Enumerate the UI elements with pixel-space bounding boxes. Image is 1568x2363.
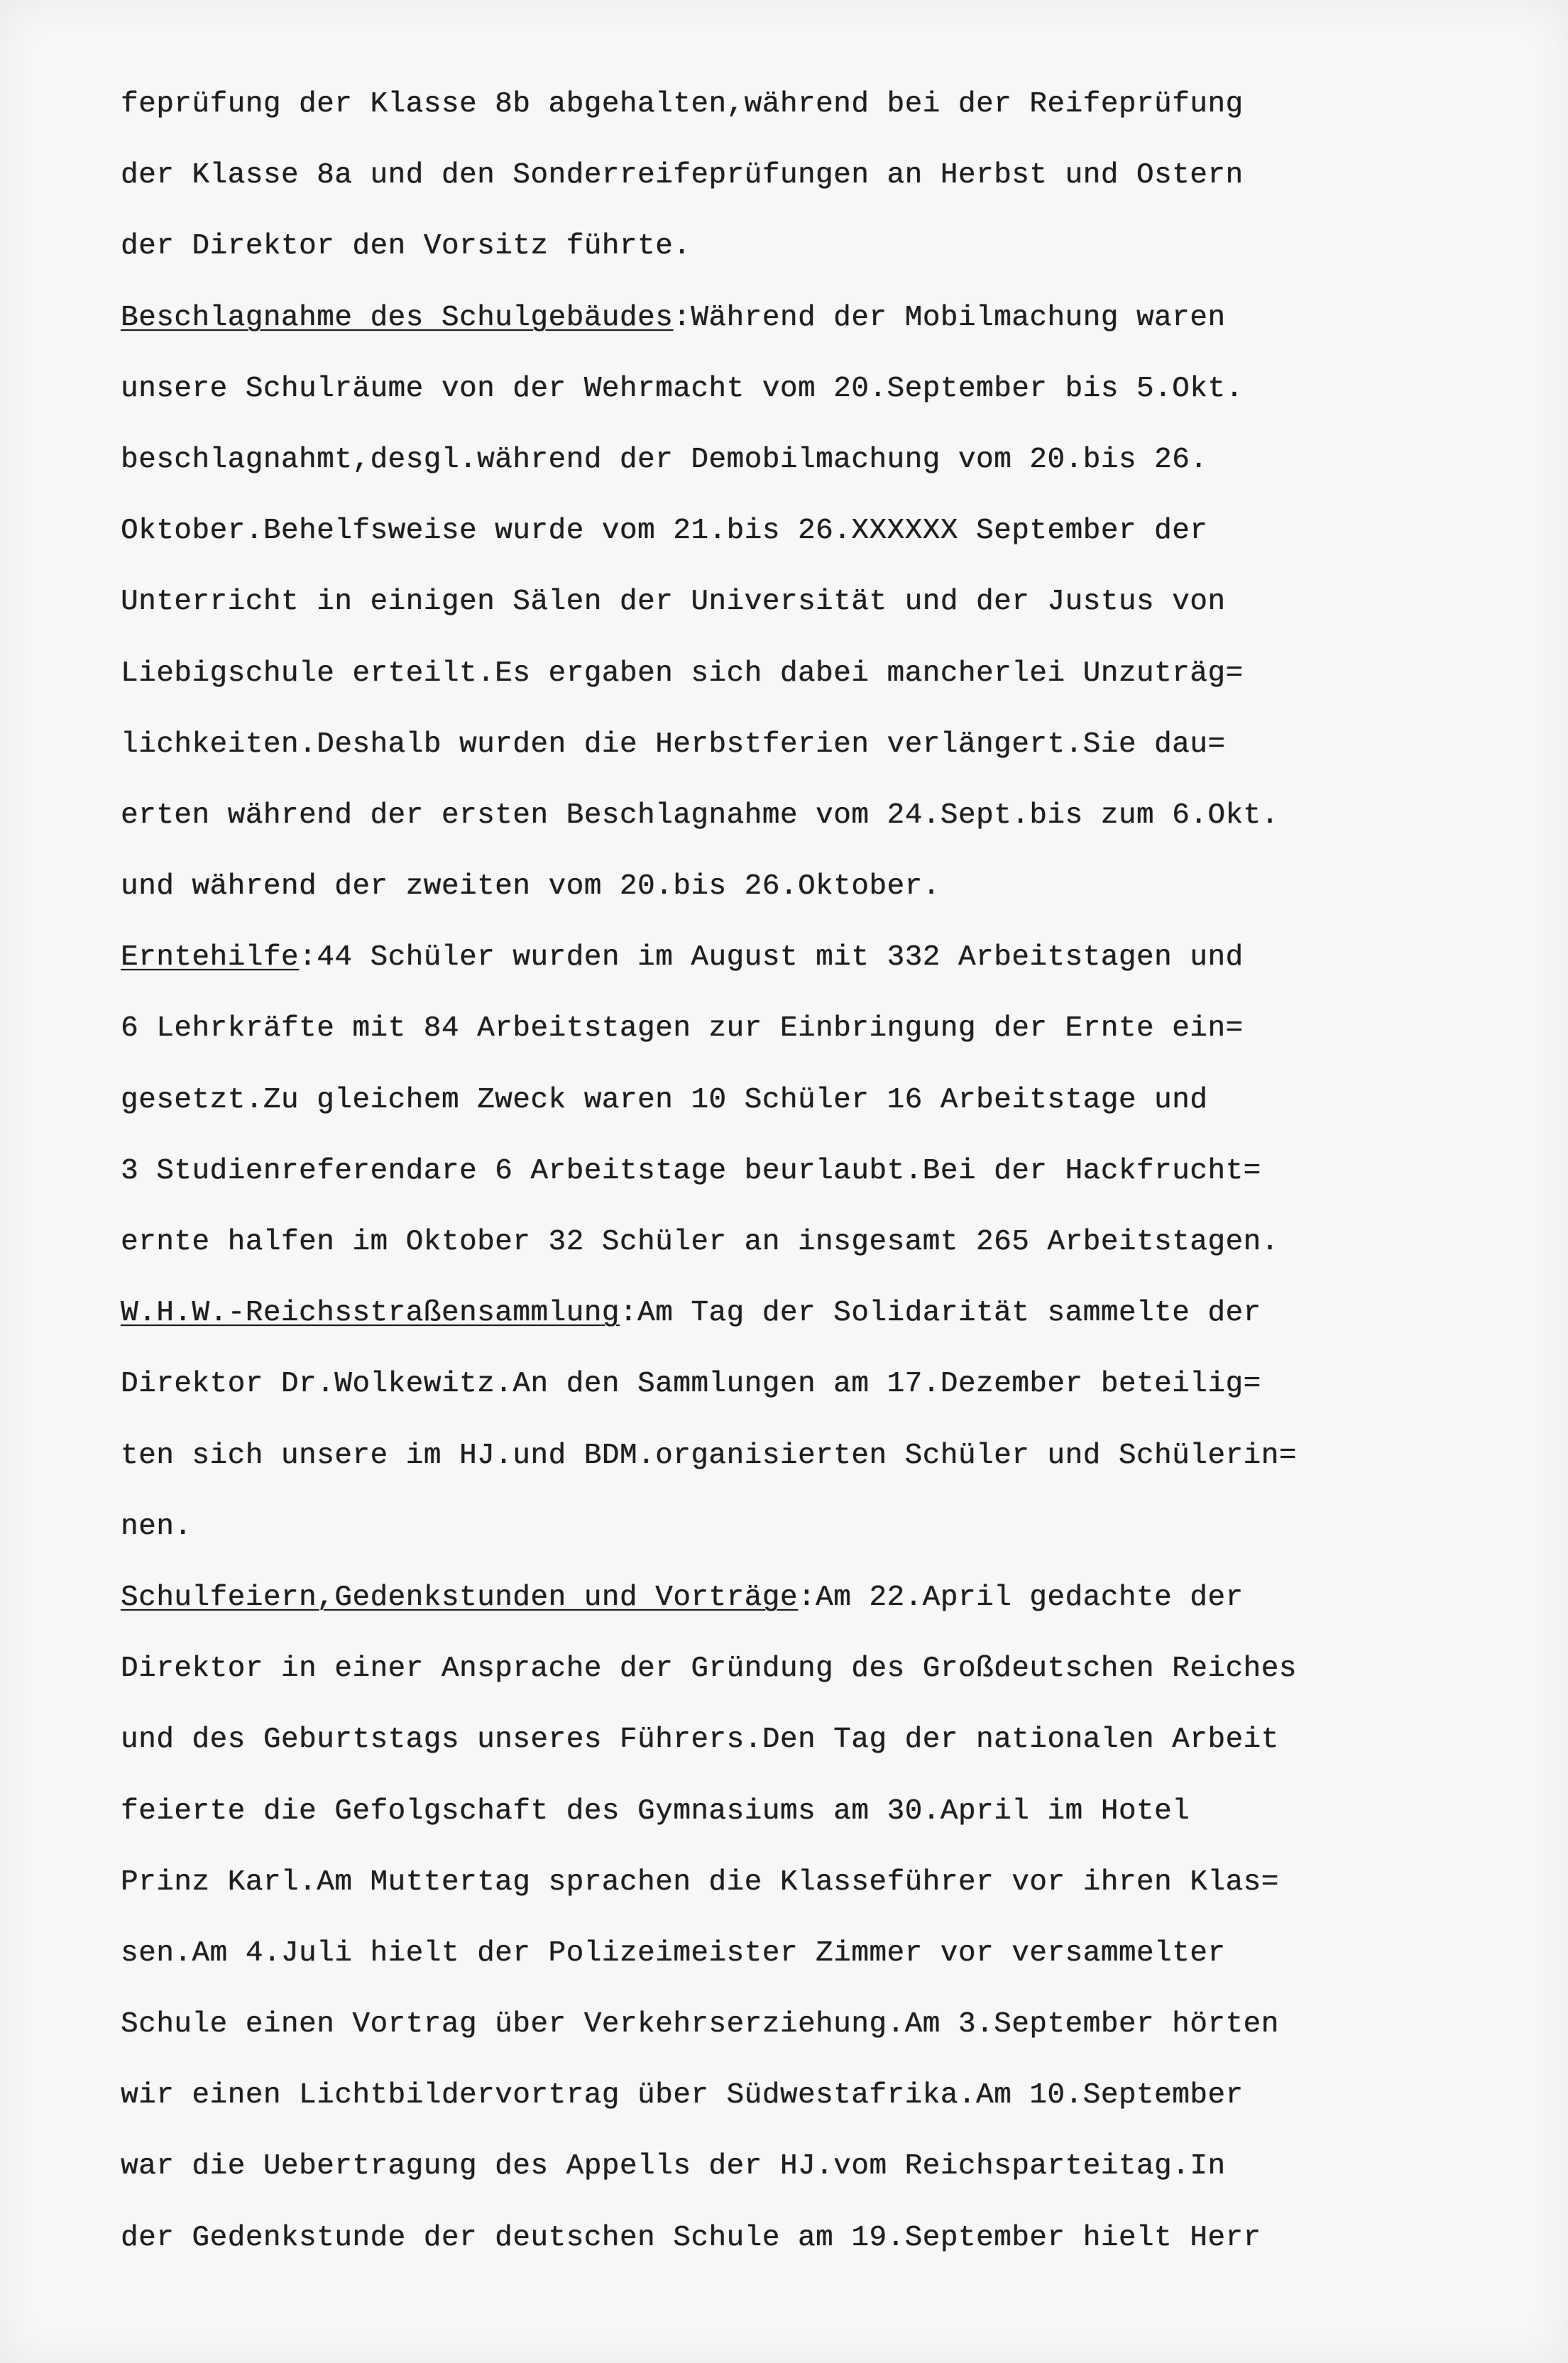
text-line-6: beschlagnahmt,desgl.während der Demobilmachung vom 20.bis 26. <box>121 443 1208 476</box>
text-line-26: Prinz Karl.Am Muttertag sprachen die Klasseführer vor ihren Klas= <box>121 1865 1279 1899</box>
text-line-1: feprüfung der Klasse 8b abgehalten,während bei der Reifeprüfung <box>121 88 1244 121</box>
text-line-27: sen.Am 4.Juli hielt der Polizeimeister Zimmer vor versammelter <box>121 1936 1226 1970</box>
text-line-14: 6 Lehrkräfte mit 84 Arbeitstagen zur Einbringung der Ernte ein= <box>121 1012 1244 1046</box>
text-line-23: Direktor in einer Ansprache der Gründung des Großdeutschen Reiches <box>121 1652 1297 1686</box>
text-line-7: Oktober.Behelfsweise wurde vom 21.bis 26.XXXXXX September der <box>121 515 1208 548</box>
text-line-3: der Direktor den Vorsitz führte. <box>121 230 691 263</box>
text-line-19: Direktor Dr.Wolkewitz.An den Sammlungen am 17.Dezember beteilig= <box>121 1368 1261 1401</box>
text-line-18: W.H.W.-Reichsstraßensammlung:Am Tag der Solidarität sammelte der <box>121 1297 1261 1330</box>
section-heading-whw: W.H.W.-Reichsstraßensammlung <box>121 1297 620 1330</box>
text-line-10: lichkeiten.Deshalb wurden die Herbstferien verlängert.Sie dau= <box>121 728 1226 761</box>
text-line-24: und des Geburtstags unseres Führers.Den Tag der nationalen Arbeit <box>121 1723 1279 1757</box>
text-line-21: nen. <box>121 1510 192 1543</box>
text-line-5: unsere Schulräume von der Wehrmacht vom 20.September bis 5.Okt. <box>121 372 1244 405</box>
typewritten-text <box>121 80 1555 2284</box>
text-line-12: und während der zweiten vom 20.bis 26.Oktober. <box>121 870 941 904</box>
text-line-8: Unterricht in einigen Sälen der Universität und der Justus von <box>121 586 1226 619</box>
text-line-28: Schule einen Vortrag über Verkehrserziehung.Am 3.September hörten <box>121 2008 1279 2041</box>
text-line-30: war die Uebertragung des Appells der HJ.vom Reichsparteitag.In <box>121 2150 1226 2183</box>
section-heading-beschlagnahme: Beschlagnahme des Schulgebäudes <box>121 301 674 334</box>
text-line-15: gesetzt.Zu gleichem Zweck waren 10 Schüler 16 Arbeitstage und <box>121 1083 1208 1117</box>
text-line-9: Liebigschule erteilt.Es ergaben sich dabei mancherlei Unzuträg= <box>121 657 1244 690</box>
section-heading-erntehilfe: Erntehilfe <box>121 941 300 975</box>
text-line-29: wir einen Lichtbildervortrag über Südwestafrika.Am 10.September <box>121 2079 1244 2112</box>
section-heading-schulfeiern: Schulfeiern,Gedenkstunden und Vorträge <box>121 1581 798 1614</box>
text-line-31: der Gedenkstunde der deutschen Schule am 19.September hielt Herr <box>121 2221 1261 2254</box>
text-line-11: erten während der ersten Beschlagnahme vom 24.Sept.bis zum 6.Okt. <box>121 799 1279 832</box>
text-line-16: 3 Studienreferendare 6 Arbeitstage beurlaubt.Bei der Hackfrucht= <box>121 1154 1261 1188</box>
text-line-25: feierte die Gefolgschaft des Gymnasiums am 30.April im Hotel <box>121 1794 1190 1828</box>
text-line-13: Erntehilfe:44 Schüler wurden im August mit 332 Arbeitstagen und <box>121 941 1244 975</box>
text-line-4: Beschlagnahme des Schulgebäudes:Während der Mobilmachung waren <box>121 301 1226 334</box>
text-line-17: ernte halfen im Oktober 32 Schüler an insgesamt 265 Arbeitstagen. <box>121 1226 1279 1259</box>
text-line-22: Schulfeiern,Gedenkstunden und Vorträge:Am 22.April gedachte der <box>121 1581 1244 1614</box>
text-line-2: der Klasse 8a und den Sonderreifeprüfungen an Herbst und Ostern <box>121 159 1244 192</box>
text-line-20: ten sich unsere im HJ.und BDM.organisierten Schüler und Schülerin= <box>121 1439 1297 1472</box>
